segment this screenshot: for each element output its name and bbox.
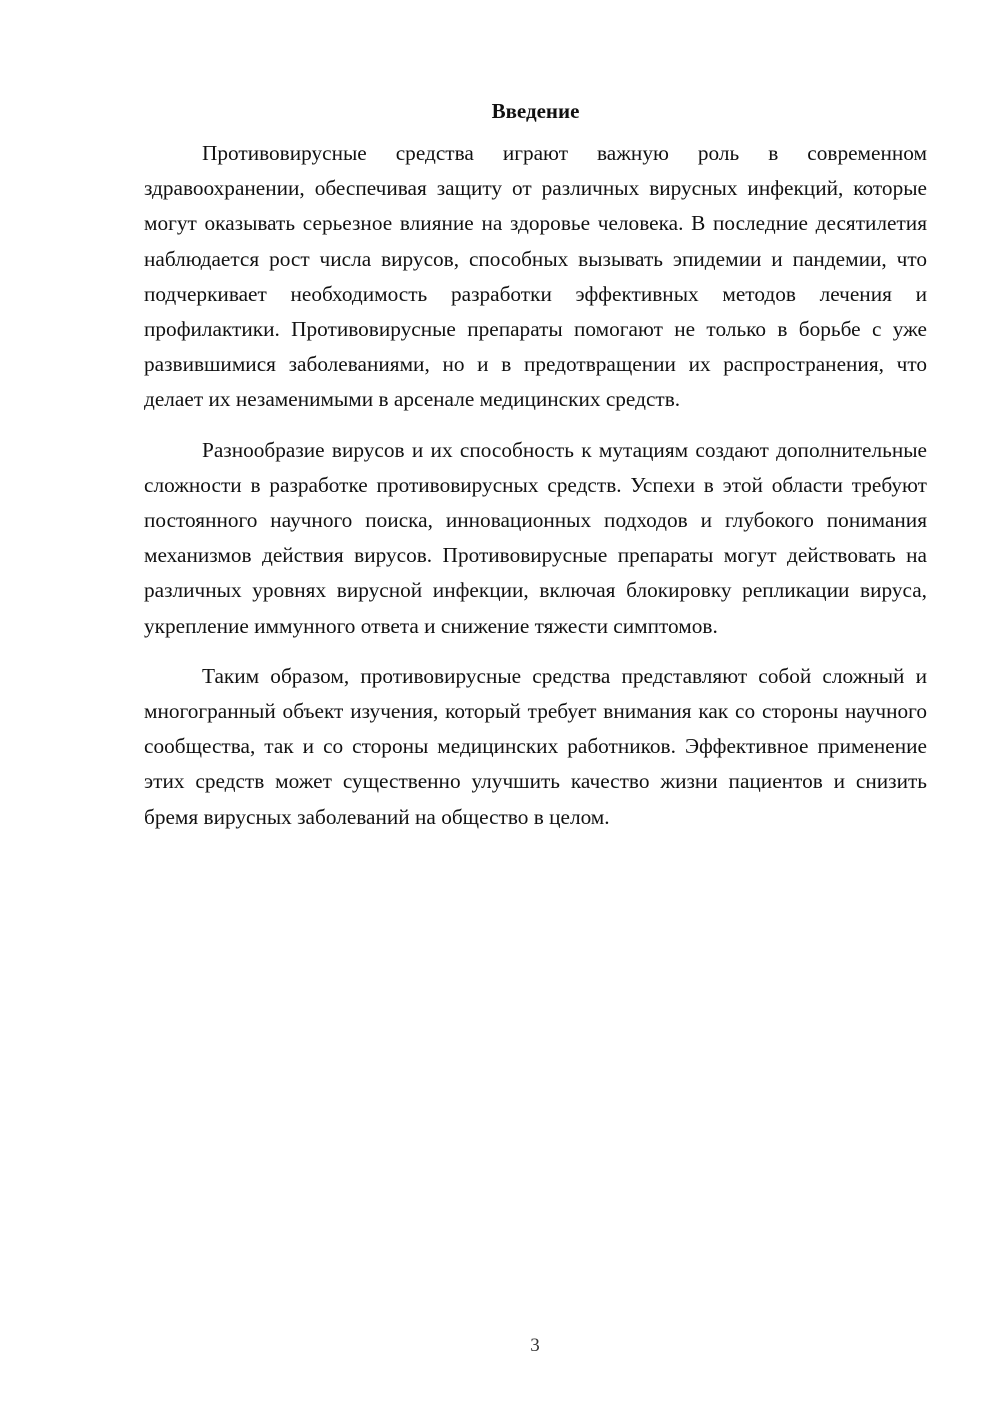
page-content — [144, 96, 927, 835]
paragraph-1: Противовирусные средства играют важную роль в современном здравоохранении, обеспечивая защиту от различных вирусных инфекций, которые могут оказывать серьезное влияние на здоровье человека. В последние десятилетия наблюдается рост числа вирусов, способных вызывать эпидемии и пандемии, что подчеркивает необходимость разработки эффективных методов лечения и профилактики. Противовирусные препараты помогают не только в борьбе с уже развившимися заболеваниями, но и в предотвращении их распространения, что делает их незаменимыми в арсенале медицинских средств. — [144, 141, 927, 412]
paragraph-3: Таким образом, противовирусные средства представляют собой сложный и многогранный объект изучения, который требует внимания как со стороны научного сообщества, так и со стороны медицинских работников. Эффективное применение этих средств может существенно улучшить качество жизни пациентов и снизить бремя вирусных заболеваний на общество в целом. — [144, 663, 927, 829]
section-heading: Введение — [491, 99, 580, 123]
paragraph-2: Разнообразие вирусов и их способность к мутациям создают дополнительные сложности в разработке противовирусных средств. Успехи в этой области требуют постоянного научного поиска, инновационных подходов и глубокого понимания механизмов действия вирусов. Противовирусные препараты могут действовать на различных уровнях вирусной инфекции, включая блокировку репликации вируса, укрепление иммунного ответа и снижение тяжести симптомов. — [144, 437, 927, 638]
page-number: 3 — [530, 1335, 540, 1356]
